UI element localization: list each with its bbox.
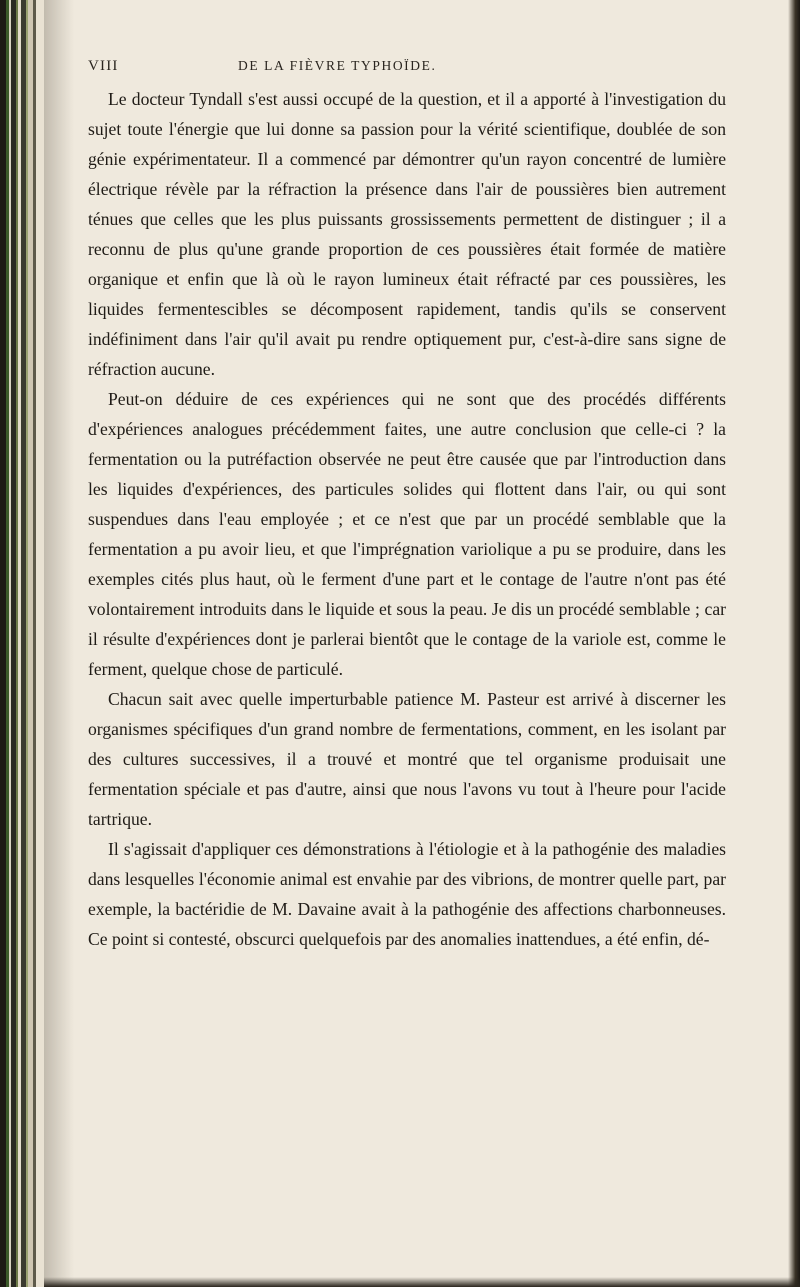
page-bottom-edge [44,1277,800,1287]
gutter-shadow [44,0,74,1287]
paragraph-etiology: Il s'agissait d'appliquer ces démonstrations à l'étiologie et à la pathogénie des maladies dans lesquelles l'économie animal est envahie par des vibrions, de montrer quelle part, par exemple, la bactéridie de M. Davaine avait à la pathogénie des affections charbonneuses. Ce point si contesté, obscurci quelquefois par des anomalies inattendues, a été enfin, dé- [88,839,726,949]
page-body [88,84,726,954]
running-head [88,58,726,84]
paragraph-tyndall: Le docteur Tyndall s'est aussi occupé de la question, et il a apporté à l'investigation du sujet toute l'énergie que lui donne sa passion pour la vérité scientifique, doublée de son génie expérimentateur. Il a commencé par démontrer qu'un rayon concentré de lumière électrique révèle par la réfraction la présence dans l'air de poussières bien autrement ténues que celles que les plus puissants grossissements permettent de distinguer ; il a reconnu de plus qu'une grande proportion de ces poussières était formée de matière organique et enfin que là où le rayon lumineux était réfracté par ces poussières, les liquides fermentescibles se décomposent rapidement, tandis qu'ils se conservent indéfiniment dans l'air qu'il avait pu rendre optiquement pur, c'est-à-dire sans signe de réfraction aucune. [88,89,726,379]
running-title: DE LA FIÈVRE TYPHOÏDE. [238,58,437,73]
paragraph-deduction: Peut-on déduire de ces expériences qui ne sont que des procédés différents d'expériences analogues précédemment faites, une autre conclusion que celle-ci ? la fermentation ou la putréfaction observée ne peut être causée que par l'introduction dans les liquides d'expériences, des particules solides qui flottent dans l'air, ou qui sont suspendues dans l'eau employée ; et ce n'est que par un procédé semblable que la fermentation a pu avoir lieu, et que l'imprégnation variolique a pu se produire, dans les exemples cités plus haut, où le ferment d'une part et le contage de l'autre n'ont pas été volontairement introduits dans le liquide et sous la peau. Je dis un procédé semblable ; car il résulte d'expériences dont je parlerai bientôt que le contage de la variole est, comme le ferment, quelque chose de particulé. [88,389,726,679]
book-page [88,58,726,954]
paragraph-pasteur: Chacun sait avec quelle imperturbable patience M. Pasteur est arrivé à discerner les organismes spécifiques d'un grand nombre de fermentations, comment, en les isolant par des cultures successives, il a trouvé et montré que tel organisme produisait une fermentation spéciale et pas d'autre, ainsi que nous l'avons vu tout à l'heure pour l'acide tartrique. [88,689,726,829]
page-right-edge [788,0,800,1287]
page-number: VIII [88,58,119,74]
book-binding-edge [0,0,44,1287]
